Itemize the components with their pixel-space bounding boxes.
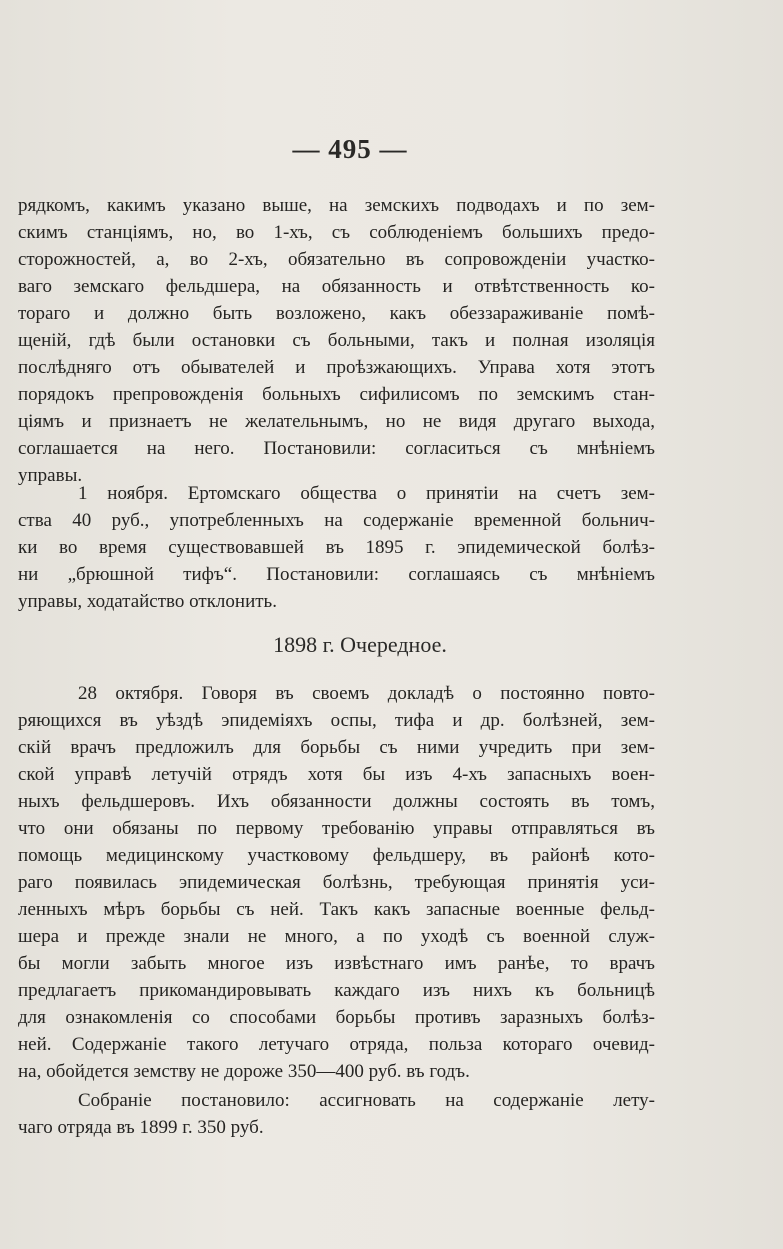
text-line: щеній, гдѣ были остановки съ больными, такъ и полная изоляція [18, 330, 655, 351]
text-line: порядокъ препровожденія больныхъ сифилисомъ по земскимъ стан- [18, 384, 655, 405]
text-line: ваго земскаго фельдшера, на обязанность и отвѣтственность ко- [18, 276, 655, 297]
text-line: ленныхъ мѣръ борьбы съ ней. Такъ какъ запасные военные фельд- [18, 899, 655, 920]
text-line: управы. [18, 465, 83, 486]
text-line: скій врачъ предложилъ для борьбы съ ними учредить при зем- [18, 737, 655, 758]
text-line: ки во время существовавшей въ 1895 г. эпидемической болѣз- [18, 537, 655, 558]
text-line: ряющихся въ уѣздѣ эпидеміяхъ оспы, тифа и др. болѣзней, зем- [18, 710, 655, 731]
text-line: соглашается на него. Постановили: согласиться съ мнѣніемъ [18, 438, 655, 459]
text-line: 28 октября. Говоря въ своемъ докладѣ о постоянно повто- [78, 683, 655, 704]
text-line: скимъ станціямъ, но, во 1-хъ, съ соблюденіемъ большихъ предо- [18, 222, 655, 243]
text-line: сторожностей, а, во 2-хъ, обязательно въ сопровожденіи участко- [18, 249, 655, 270]
page-number: — 495 — [292, 134, 408, 164]
text-line: на, обойдется земству не дороже 350—400 руб. въ годъ. [18, 1061, 470, 1082]
text-line: ціямъ и признаетъ не желательнымъ, но не видя другаго выхода, [18, 411, 655, 432]
text-line: предлагаетъ прикомандировывать каждаго изъ нихъ къ больницѣ [18, 980, 655, 1001]
text-line: ней. Содержаніе такого летучаго отряда, польза котораго очевид- [18, 1034, 655, 1055]
text-line: послѣдняго отъ обывателей и проѣзжающихъ. Управа хотя этотъ [18, 357, 655, 378]
text-line: бы могли забыть многое изъ извѣстнаго имъ ранѣе, то врачъ [18, 953, 655, 974]
text-line: ской управѣ летучій отрядъ хотя бы изъ 4-хъ запасныхъ воен- [18, 764, 655, 785]
text-line: ныхъ фельдшеровъ. Ихъ обязанности должны состоять въ томъ, [18, 791, 655, 812]
text-line: что они обязаны по первому требованію управы отправляться въ [18, 818, 655, 839]
text-line: рядкомъ, какимъ указано выше, на земскихъ подводахъ и по зем- [18, 195, 655, 216]
text-line: раго появилась эпидемическая болѣзнь, требующая принятія уси- [18, 872, 655, 893]
text-line: ни „брюшной тифъ“. Постановили: соглашаясь съ мнѣніемъ [18, 564, 655, 585]
text-line: чаго отряда въ 1899 г. 350 руб. [18, 1117, 264, 1138]
text-line: Собраніе постановило: ассигновать на содержаніе лету- [78, 1090, 655, 1111]
text-line: управы, ходатайство отклонить. [18, 591, 277, 612]
text-line: для ознакомленія со способами борьбы противъ заразныхъ болѣз- [18, 1007, 655, 1028]
section-heading: 1898 г. Очередное. [273, 632, 447, 657]
text-line: тораго и должно быть возложено, какъ обеззараживаніе помѣ- [18, 303, 655, 324]
text-line: 1 ноября. Ертомскаго общества о принятіи на счетъ зем- [78, 483, 655, 504]
text-line: ства 40 руб., употребленныхъ на содержаніе временной больнич- [18, 510, 655, 531]
text-line: помощь медицинскому участковому фельдшеру, въ районѣ кото- [18, 845, 655, 866]
text-line: шера и прежде знали не много, а по уходѣ съ военной служ- [18, 926, 655, 947]
